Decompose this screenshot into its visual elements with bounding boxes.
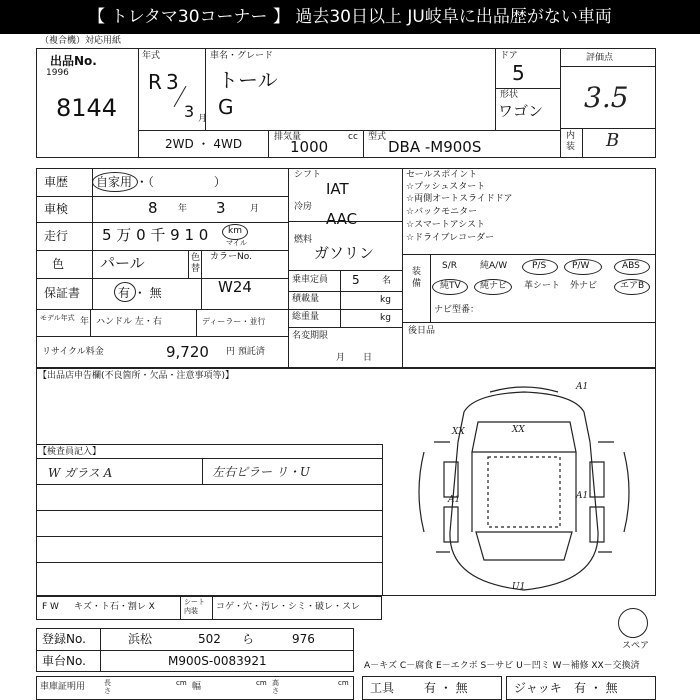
color-value: パール xyxy=(100,254,145,272)
model-label: 車名・グレード xyxy=(210,51,274,61)
registration-class: 502 xyxy=(198,632,221,646)
sales-point-5: ☆ドライブレコーダー xyxy=(406,233,495,243)
equip-abs: ABS xyxy=(622,261,640,271)
score: 3.5 xyxy=(584,81,629,114)
cert-width-unit: cm xyxy=(256,679,267,687)
registration-kana: ら xyxy=(242,632,255,646)
fuel-label: 燃料 xyxy=(294,235,313,245)
equip-pw: P/W xyxy=(572,261,590,271)
load-label: 積載量 xyxy=(292,294,320,304)
cert-height: 高さ xyxy=(272,679,279,695)
seat-text: コゲ・穴・汚レ・シミ・破レ・スレ xyxy=(216,602,361,612)
grade: G xyxy=(218,95,234,119)
dealer-label: ディーラー・並行 xyxy=(202,317,266,326)
inspection-label: 車検 xyxy=(44,202,69,216)
weight-label: 総重量 xyxy=(292,312,320,322)
recycle-fee: 9,720 xyxy=(166,343,209,361)
inspection-year-unit: 年 xyxy=(178,204,188,214)
color-no-label: カラーNo. xyxy=(210,252,252,262)
lot-label: 出品No. xyxy=(50,54,97,68)
seller-remarks-label: 【出品店申告欄(不良箇所・欠品・注意事項等)】 xyxy=(38,371,235,381)
inspection-month-unit: 月 xyxy=(250,204,260,214)
weight-unit: kg xyxy=(380,313,391,323)
mark-roof-a1: A1 xyxy=(576,382,589,392)
inspection-month: 3 xyxy=(216,199,226,217)
sales-point-1: ☆プッシュスタート xyxy=(406,182,486,192)
mark-rear-u1: U1 xyxy=(512,582,526,592)
year: 3 xyxy=(166,70,179,94)
month: 3 xyxy=(184,102,195,121)
lot-year: 1996 xyxy=(46,68,69,78)
inspector-note-2: 左右ピラー リ・U xyxy=(212,465,310,479)
registration-label: 登録No. xyxy=(42,632,86,646)
load-unit: kg xyxy=(380,295,391,305)
mileage-unit: km xyxy=(228,226,242,236)
capacity-label: 乗車定員 xyxy=(292,275,329,285)
spare-label: スペア xyxy=(622,641,650,651)
era: R xyxy=(148,70,162,94)
model-year-unit: 年 xyxy=(80,317,90,327)
navi-label: ナビ型番： xyxy=(434,305,480,315)
color-change-label: 色替 xyxy=(191,253,201,274)
sales-point-3: ☆バックモニター xyxy=(406,207,478,217)
chassis-label: 車台No. xyxy=(42,654,86,668)
header-banner: 【 トレタマ30コーナー 】 過去30日以上 JU岐阜に出品歴がない車両 xyxy=(0,0,700,34)
damage-codes: A－キズ C－腐食 E－エクボ S－サビ U－凹ミ W－補修 XX－交換済 xyxy=(364,661,640,671)
color-label: 色 xyxy=(52,257,65,271)
chassis-number: M900S-0083921 xyxy=(168,654,267,668)
aircon-label: 冷房 xyxy=(294,202,313,212)
interior-label: 内装 xyxy=(566,131,576,152)
warranty-value: 有 ・ 無 xyxy=(118,286,162,300)
sales-point-4: ☆スマートアシスト xyxy=(406,220,485,230)
mileage-unit-mile: マイル xyxy=(226,239,247,247)
fw-label: F W xyxy=(42,602,59,612)
shift-label: シフト xyxy=(294,170,322,180)
doors: 5 xyxy=(512,61,525,85)
spare-tire-icon xyxy=(618,608,648,638)
inspector-note-1: W ガラス A xyxy=(48,466,113,480)
capacity-unit: 名 xyxy=(382,276,392,286)
fuel-value: ガソリン xyxy=(314,244,375,262)
equip-label: 装備 xyxy=(412,267,422,289)
recycle-unit: 円 預託済 xyxy=(226,347,265,357)
sales-point-2: ☆両側オートスライドドア xyxy=(406,194,513,204)
displacement-label: 排気量 xyxy=(274,132,302,142)
aircon-value: AAC xyxy=(326,210,358,228)
model-year-label: モデル年式 xyxy=(40,314,75,322)
equip-navi: 純ナビ xyxy=(480,281,508,291)
interior-grade: B xyxy=(606,130,620,151)
mark-right-a1: A1 xyxy=(576,491,589,501)
handle: ハンドル 左・右 xyxy=(96,317,162,327)
shape-label: 形状 xyxy=(500,90,519,100)
color-no: W24 xyxy=(218,278,252,296)
registration-city: 浜松 xyxy=(128,632,153,646)
equip-sr: S/R xyxy=(442,261,457,271)
model-type: DBA -M900S xyxy=(388,138,482,156)
inspection-year: 8 xyxy=(148,199,158,217)
jack-value: 有 ・ 無 xyxy=(574,681,618,695)
cert-length-unit: cm xyxy=(176,679,187,687)
lot-number: 8144 xyxy=(56,94,118,122)
equip-airbag: エアB xyxy=(620,281,645,291)
car-damage-diagram xyxy=(404,382,644,596)
warranty-label: 保証書 xyxy=(44,286,81,300)
inspector-label: 【検査員記入】 xyxy=(38,447,102,457)
mark-front-xx: XX xyxy=(512,425,525,435)
tools-value: 有 ・ 無 xyxy=(424,681,468,695)
dealer-note: （複合機）対応用紙 xyxy=(40,36,122,46)
mark-left-xx: XX xyxy=(452,427,465,437)
drive: 2WD ・ 4WD xyxy=(165,137,243,151)
mark-left-a1: A1 xyxy=(448,495,461,505)
shift-value: IAT xyxy=(326,180,349,198)
equip-ps: P/S xyxy=(532,261,547,271)
recycle-label: リサイクル料金 xyxy=(42,347,104,357)
equip-aw: 純A/W xyxy=(480,261,508,271)
equip-ext-navi: 外ナビ xyxy=(570,281,598,291)
type-label: 型式 xyxy=(368,132,387,142)
mileage-label: 走行 xyxy=(44,229,69,243)
tools-label: 工具 xyxy=(370,681,395,695)
score-label: 評価点 xyxy=(586,53,614,63)
name-change-unit: 月 日 xyxy=(336,353,373,363)
equip-leather: 革シート xyxy=(524,281,561,291)
model-name: トール xyxy=(218,68,278,92)
shape: ワゴン xyxy=(498,102,544,120)
capacity-value: 5 xyxy=(352,273,360,287)
cert-label: 車庫証明用 xyxy=(40,682,86,692)
year-label: 年式 xyxy=(142,51,161,61)
jack-label: ジャッキ xyxy=(514,681,562,695)
doors-label: ドア xyxy=(500,51,518,61)
top-block xyxy=(36,48,656,158)
name-change-label: 名変期限 xyxy=(292,331,329,341)
history-value: 自家用 ・（ ） xyxy=(96,175,226,189)
fw-text: キズ・ト石・割レ X xyxy=(74,602,155,612)
after-label: 後日品 xyxy=(408,326,436,336)
registration-number: 976 xyxy=(292,632,315,646)
sales-label: セールスポイント xyxy=(406,170,478,180)
month-unit: 月 xyxy=(198,114,208,124)
seat-label: シート内装 xyxy=(184,598,205,615)
cc-unit: cc xyxy=(348,132,358,142)
displacement: 1000 xyxy=(290,138,329,156)
cert-height-unit: cm xyxy=(338,679,349,687)
history-label: 車歴 xyxy=(44,175,69,189)
mileage-digits: 5 万 0 千 9 1 0 xyxy=(102,226,209,244)
equip-tv: 純TV xyxy=(440,281,461,291)
cert-width: 幅 xyxy=(192,682,202,692)
cert-length: 長さ xyxy=(104,679,111,695)
